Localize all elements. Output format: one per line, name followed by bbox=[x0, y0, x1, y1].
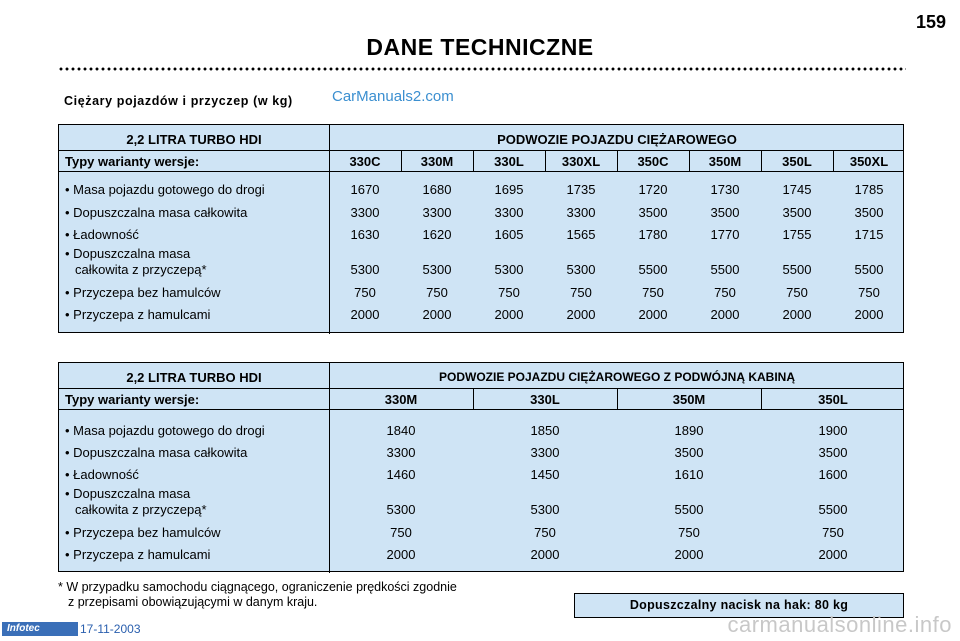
t2-value-cell: 1610 bbox=[674, 467, 704, 482]
weights-table-double-cab bbox=[58, 362, 904, 572]
t2-value-cell: 5300 bbox=[386, 502, 416, 517]
watermark-text: CarManuals2.com bbox=[332, 88, 454, 105]
t2-value-cell: 1460 bbox=[386, 467, 416, 482]
t1-value-cell: 1620 bbox=[422, 227, 452, 242]
t2-value-cell: 2000 bbox=[818, 547, 848, 562]
t1-value-cell: 1670 bbox=[350, 182, 380, 197]
t1-value-cell: 2000 bbox=[566, 307, 596, 322]
t2-value-cell: 3300 bbox=[530, 445, 560, 460]
t1-value-cell: 750 bbox=[570, 285, 592, 300]
t1-value-cell: 3500 bbox=[710, 205, 740, 220]
t2-col-header-330m: 330M bbox=[384, 392, 418, 407]
t1-value-cell: 5300 bbox=[494, 262, 524, 277]
t1-value-cell: 2000 bbox=[710, 307, 740, 322]
table1-engine-header: 2,2 LITRA TURBO HDI bbox=[126, 132, 262, 147]
t2-row-label: • Przyczepa bez hamulców bbox=[65, 525, 221, 540]
t1-value-cell: 3500 bbox=[782, 205, 812, 220]
t1-value-cell: 3300 bbox=[494, 205, 524, 220]
t1-value-cell: 1780 bbox=[638, 227, 668, 242]
t1-value-cell: 750 bbox=[642, 285, 664, 300]
t2-col-header-350l: 350L bbox=[818, 392, 848, 407]
t1-value-cell: 1715 bbox=[854, 227, 884, 242]
t1-value-cell: 2000 bbox=[854, 307, 884, 322]
t1-row-label-cont: całkowita z przyczepą* bbox=[75, 262, 207, 277]
table2-variants-label: Typy warianty wersje: bbox=[65, 392, 200, 407]
t2-row-label: • Dopuszczalna masa całkowita bbox=[65, 445, 248, 460]
t2-value-cell: 2000 bbox=[674, 547, 704, 562]
table2-body-header: PODWOZIE POJAZDU CIĘŻAROWEGO Z PODWÓJNĄ KABINĄ bbox=[438, 370, 795, 384]
t2-value-cell: 5500 bbox=[818, 502, 848, 517]
t1-col-header-330m: 330M bbox=[420, 154, 454, 169]
t1-value-cell: 1605 bbox=[494, 227, 524, 242]
t2-row-label: • Ładowność bbox=[65, 467, 139, 482]
t1-col-header-350c: 350C bbox=[637, 154, 669, 169]
t1-value-cell: 5500 bbox=[710, 262, 740, 277]
t2-value-cell: 750 bbox=[534, 525, 556, 540]
t1-value-cell: 2000 bbox=[350, 307, 380, 322]
t1-value-cell: 750 bbox=[858, 285, 880, 300]
t1-row-label: • Dopuszczalna masa całkowita bbox=[65, 205, 248, 220]
table1-variants-label: Typy warianty wersje: bbox=[65, 154, 200, 169]
hitch-load-box: Dopuszczalny nacisk na hak: 80 kg bbox=[574, 593, 904, 618]
t2-value-cell: 1840 bbox=[386, 423, 416, 438]
page-title: DANE TECHNICZNE bbox=[366, 34, 594, 60]
t1-row-label: • Dopuszczalna masa bbox=[65, 246, 191, 261]
t1-value-cell: 2000 bbox=[494, 307, 524, 322]
t1-value-cell: 1785 bbox=[854, 182, 884, 197]
t2-value-cell: 2000 bbox=[530, 547, 560, 562]
t1-value-cell: 1565 bbox=[566, 227, 596, 242]
t2-value-cell: 3500 bbox=[674, 445, 704, 460]
t1-row-label: • Przyczepa bez hamulców bbox=[65, 285, 221, 300]
t1-row-label: • Masa pojazdu gotowego do drogi bbox=[65, 182, 265, 197]
t1-col-header-350xl: 350XL bbox=[849, 154, 889, 169]
t1-value-cell: 1745 bbox=[782, 182, 812, 197]
t2-value-cell: 750 bbox=[678, 525, 700, 540]
t1-value-cell: 3500 bbox=[854, 205, 884, 220]
dotted-divider bbox=[58, 67, 906, 71]
t1-value-cell: 3500 bbox=[638, 205, 668, 220]
t1-value-cell: 3300 bbox=[566, 205, 596, 220]
t2-row-label: • Dopuszczalna masa bbox=[65, 486, 191, 501]
footer-date: 17-11-2003 bbox=[80, 622, 141, 636]
t2-value-cell: 1600 bbox=[818, 467, 848, 482]
t1-value-cell: 1730 bbox=[710, 182, 740, 197]
t1-value-cell: 1770 bbox=[710, 227, 740, 242]
footnote-line-2: z przepisami obowiązującymi w danym kraju. bbox=[68, 595, 318, 609]
t1-col-header-350m: 350M bbox=[708, 154, 742, 169]
t1-value-cell: 5500 bbox=[638, 262, 668, 277]
t1-value-cell: 1695 bbox=[494, 182, 524, 197]
t2-value-cell: 3500 bbox=[818, 445, 848, 460]
t1-value-cell: 750 bbox=[714, 285, 736, 300]
t1-col-header-350l: 350L bbox=[782, 154, 812, 169]
t1-value-cell: 750 bbox=[786, 285, 808, 300]
t1-value-cell: 1755 bbox=[782, 227, 812, 242]
t2-value-cell: 750 bbox=[390, 525, 412, 540]
t1-value-cell: 1720 bbox=[638, 182, 668, 197]
t2-value-cell: 750 bbox=[822, 525, 844, 540]
t2-value-cell: 5300 bbox=[530, 502, 560, 517]
footnote-line-1: * W przypadku samochodu ciągnącego, ograniczenie prędkości zgodnie bbox=[58, 580, 457, 594]
t2-row-label: • Przyczepa z hamulcami bbox=[65, 547, 211, 562]
t1-value-cell: 3300 bbox=[422, 205, 452, 220]
footnote bbox=[58, 580, 558, 610]
t1-value-cell: 750 bbox=[498, 285, 520, 300]
t1-value-cell: 2000 bbox=[422, 307, 452, 322]
t1-value-cell: 5300 bbox=[566, 262, 596, 277]
t2-value-cell: 5500 bbox=[674, 502, 704, 517]
t2-row-label-cont: całkowita z przyczepą* bbox=[75, 502, 207, 517]
t1-row-label: • Przyczepa z hamulcami bbox=[65, 307, 211, 322]
table1-body-header: PODWOZIE POJAZDU CIĘŻAROWEGO bbox=[497, 132, 737, 147]
t1-value-cell: 5300 bbox=[422, 262, 452, 277]
t2-value-cell: 1850 bbox=[530, 423, 560, 438]
section-title: Ciężary pojazdów i przyczep (w kg) bbox=[64, 94, 293, 108]
t1-value-cell: 5500 bbox=[854, 262, 884, 277]
infotec-logo: Infotec bbox=[2, 622, 78, 636]
page-number: 159 bbox=[915, 12, 946, 32]
t1-col-header-330l: 330L bbox=[494, 154, 524, 169]
t2-value-cell: 1900 bbox=[818, 423, 848, 438]
t1-value-cell: 2000 bbox=[782, 307, 812, 322]
t2-col-header-350m: 350M bbox=[672, 392, 706, 407]
t1-row-label: • Ładowność bbox=[65, 227, 139, 242]
table2-engine-header: 2,2 LITRA TURBO HDI bbox=[126, 370, 262, 385]
t1-col-header-330c: 330C bbox=[349, 154, 381, 169]
t1-value-cell: 5500 bbox=[782, 262, 812, 277]
t1-value-cell: 5300 bbox=[350, 262, 380, 277]
t2-value-cell: 1450 bbox=[530, 467, 560, 482]
t1-value-cell: 750 bbox=[354, 285, 376, 300]
t1-value-cell: 3300 bbox=[350, 205, 380, 220]
t1-value-cell: 1630 bbox=[350, 227, 380, 242]
t2-value-cell: 1890 bbox=[674, 423, 704, 438]
t1-value-cell: 750 bbox=[426, 285, 448, 300]
t2-row-label: • Masa pojazdu gotowego do drogi bbox=[65, 423, 265, 438]
t1-value-cell: 1735 bbox=[566, 182, 596, 197]
t2-value-cell: 3300 bbox=[386, 445, 416, 460]
t1-value-cell: 1680 bbox=[422, 182, 452, 197]
footer-watermark: carmanualsonline.info bbox=[727, 612, 952, 637]
t1-col-header-330xl: 330XL bbox=[561, 154, 601, 169]
weights-table-truck-chassis bbox=[58, 124, 904, 333]
t1-value-cell: 2000 bbox=[638, 307, 668, 322]
t2-col-header-330l: 330L bbox=[530, 392, 560, 407]
t2-value-cell: 2000 bbox=[386, 547, 416, 562]
